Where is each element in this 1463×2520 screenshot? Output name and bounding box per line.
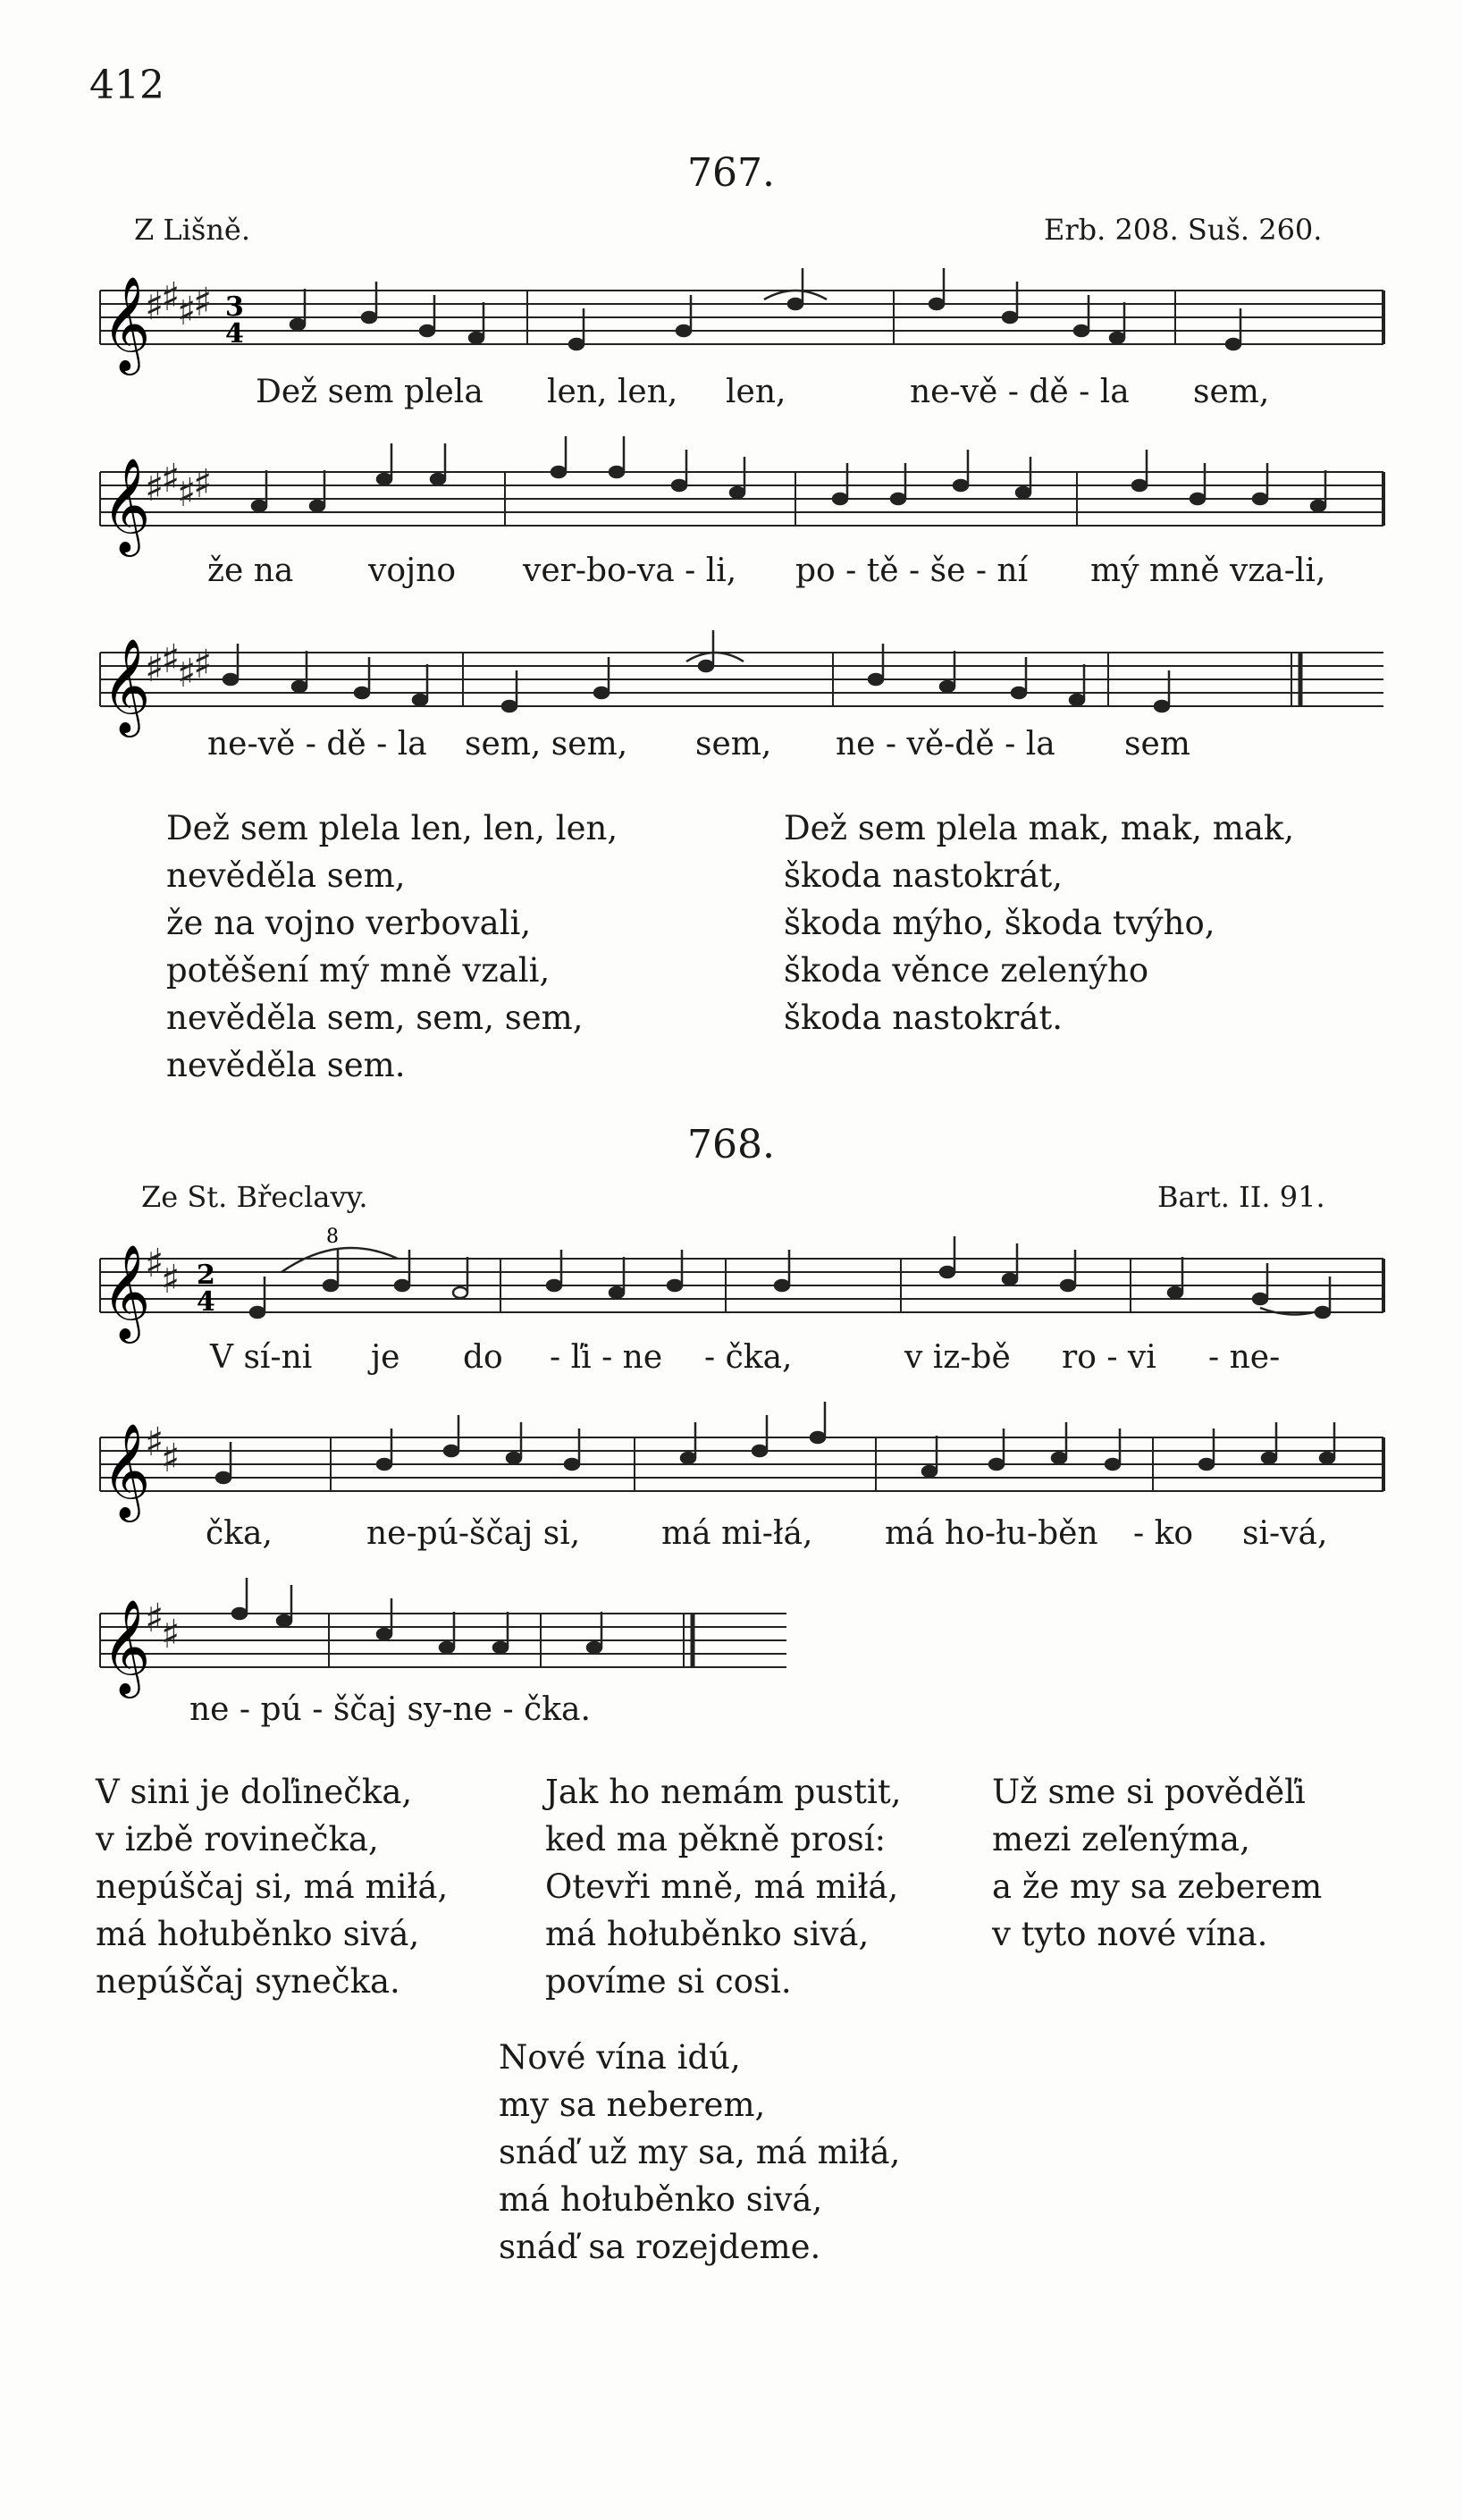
svg-text:♯: ♯	[161, 1436, 181, 1481]
svg-text:♯: ♯	[177, 289, 197, 334]
lyrics-syllables: len,	[726, 374, 786, 410]
svg-text:♯: ♯	[145, 1596, 164, 1641]
svg-text:♯: ♯	[193, 280, 213, 325]
treble-clef-icon: 𝄞	[102, 275, 151, 371]
lyrics-syllables: - ľi - ne	[550, 1339, 663, 1376]
time-signature-bottom: 4	[225, 318, 244, 350]
svg-text:♯: ♯	[145, 283, 164, 329]
stanza: Dež sem plela len, len, len, nevěděla sem, že na vojno verbovali, potěšení mý mně vzali, nevěděla sem, sem, sem, nevěděla sem.	[166, 809, 618, 1084]
svg-text:♯: ♯	[193, 642, 213, 687]
music-staff	[89, 1223, 1394, 1357]
treble-clef-icon: 𝄞	[102, 1422, 151, 1518]
treble-clef-icon: 𝄞	[102, 1243, 151, 1339]
svg-text:♯: ♯	[177, 651, 197, 696]
music-staff	[89, 436, 1394, 570]
treble-clef-icon: 𝄞	[102, 1598, 151, 1694]
lyrics-syllables: sem, sem,	[465, 726, 628, 763]
treble-clef-icon: 𝄞	[102, 637, 151, 733]
time-signature-bottom: 4	[197, 1286, 215, 1318]
stanza: Už sme si pověděľi mezi zeľenýma, a že my sa zeberem v tyto nové vína.	[992, 1773, 1323, 1953]
time-signature-top: 2	[197, 1260, 215, 1291]
song-reference: Bart. II. 91.	[1157, 1180, 1325, 1214]
lyrics-syllables: má ho-łu-běn	[885, 1515, 1098, 1552]
svg-text:♯: ♯	[145, 1241, 164, 1286]
lyrics-syllables: do	[463, 1339, 503, 1376]
svg-text:♯: ♯	[161, 274, 181, 320]
svg-text:♯: ♯	[145, 465, 164, 510]
stanza: V sini je doľinečka, v izbě rovinečka, nepúščaj si, má miłá, má hołuběnko sivá, nepúščaj synečka.	[96, 1773, 449, 2001]
lyrics-syllables: - čka,	[704, 1339, 793, 1376]
lyrics-syllables: má mi-łá,	[661, 1515, 813, 1552]
lyrics-syllables: ver-bo-va - li,	[523, 552, 737, 589]
ottava-mark: 8	[326, 1226, 339, 1248]
lyrics-syllables: ne - pú - ščaj sy-ne - čka.	[189, 1691, 591, 1728]
song-number: 767.	[687, 150, 775, 196]
stanza: Jak ho nemám pustit, ked ma pěkně prosí: Otevři mně, má miłá, má hołuběnko sivá, povíme si cosi.	[545, 1773, 902, 2001]
lyrics-syllables: čka,	[206, 1515, 273, 1552]
lyrics-syllables: - ne-	[1208, 1339, 1281, 1376]
lyrics-syllables: ne-vě - dě - la	[910, 374, 1130, 410]
lyrics-syllables: sem,	[1193, 374, 1270, 410]
lyrics-syllables: v iz-bě	[904, 1339, 1011, 1376]
lyrics-syllables: Dež sem plela	[256, 374, 483, 410]
song-origin: Ze St. Břeclavy.	[141, 1180, 368, 1214]
treble-clef-icon: 𝄞	[102, 457, 151, 552]
lyrics-syllables: ro - vi	[1062, 1339, 1156, 1376]
song-origin: Z Lišně.	[134, 213, 251, 247]
lyrics-syllables: - ko	[1133, 1515, 1194, 1552]
lyrics-syllables: V sí-ni	[210, 1339, 313, 1376]
lyrics-syllables: ne-vě - dě - la	[207, 726, 427, 763]
stanza: Dež sem plela mak, mak, mak, škoda nastokrát, škoda mýho, škoda tvýho, škoda věnce zelenýho škoda nastokrát.	[784, 809, 1295, 1037]
lyrics-syllables: vojno	[368, 552, 457, 589]
song-number: 768.	[687, 1122, 775, 1167]
svg-text:♯: ♯	[161, 1257, 181, 1302]
svg-text:♯: ♯	[161, 636, 181, 682]
song-reference: Erb. 208. Suš. 260.	[1044, 213, 1323, 247]
lyrics-syllables: po - tě - še - ní	[795, 552, 1029, 589]
lyrics-syllables: je	[371, 1339, 400, 1376]
time-signature-top: 3	[225, 291, 244, 323]
page-number: 412	[89, 63, 164, 108]
music-staff	[89, 255, 1394, 389]
stanza: Nové vína idú, my sa neberem, snáď už my sa, má miłá, má hołuběnko sivá, snáď sa rozejdeme.	[499, 2038, 901, 2266]
svg-text:♯: ♯	[177, 470, 197, 516]
svg-text:♯: ♯	[161, 1612, 181, 1657]
svg-text:♯: ♯	[145, 645, 164, 691]
lyrics-syllables: len, len,	[547, 374, 678, 410]
svg-text:♯: ♯	[161, 456, 181, 501]
lyrics-syllables: mý mně vza-li,	[1090, 552, 1326, 589]
lyrics-syllables: sem,	[695, 726, 772, 763]
lyrics-syllables: že na	[207, 552, 294, 589]
lyrics-syllables: ne-pú-ščaj si,	[366, 1515, 581, 1552]
lyrics-syllables: sem	[1124, 726, 1190, 763]
svg-text:♯: ♯	[193, 461, 213, 507]
lyrics-syllables: si-vá,	[1242, 1515, 1328, 1552]
lyrics-syllables: ne - vě-dě - la	[836, 726, 1055, 763]
svg-text:♯: ♯	[145, 1420, 164, 1465]
